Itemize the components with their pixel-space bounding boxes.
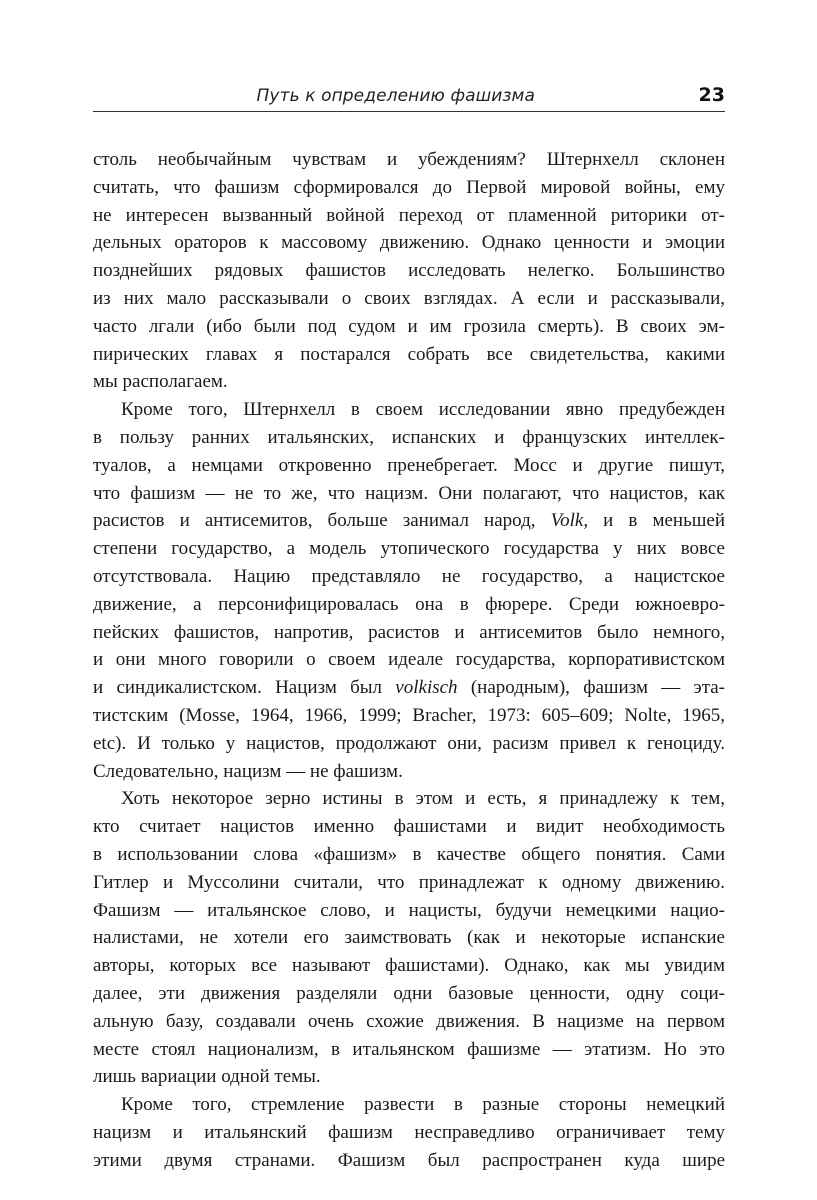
text-line: лишь вариации одной темы. (93, 1066, 321, 1088)
text-run: (народным), фашизм — эта- (457, 677, 725, 699)
text-line: авторы, которых все называют фашистами). Однако, как мы увидим (93, 955, 725, 977)
text-line: Следовательно, нацизм — не фашизм. (93, 760, 403, 782)
text-line: Хоть некоторое зерно истины в этом и есть, я принадлежу к тем, (121, 788, 725, 810)
text-line: движение, а персонифицировалась она в фюрере. Среди южноевро- (93, 593, 725, 615)
body-text (93, 146, 725, 1174)
text-line: из них мало рассказывали о своих взглядах. А если и рассказывали, (93, 287, 725, 309)
text-line: налистами, не хотели его заимствовать (как и некоторые испанские (93, 927, 725, 949)
text-line: считать, что фашизм сформировался до Первой мировой войны, ему (93, 176, 725, 198)
text-run: расистов и антисемитов, больше занимал народ, (93, 510, 551, 532)
text-run: и синдикалистском. Нацизм был (93, 677, 396, 699)
page-number: 23 (698, 84, 725, 106)
text-line: этими двумя странами. Фашизм был распространен куда шире (93, 1149, 725, 1171)
running-header (93, 84, 725, 110)
text-line: не интересен вызванный войной переход от пламенной риторики от- (93, 204, 725, 226)
text-line: в использовании слова «фашизм» в качестве общего понятия. Сами (93, 843, 725, 865)
paragraph (93, 1091, 725, 1174)
italic-term: volkisch (395, 677, 458, 699)
text-line: Фашизм — итальянское слово, и нацисты, будучи немецкими нацио- (93, 899, 725, 921)
text-line: отсутствовала. Нацию представляло не государство, а нацистское (93, 565, 725, 587)
paragraph (93, 146, 725, 396)
text-line: Кроме того, Штернхелл в своем исследовании явно предубежден (121, 399, 725, 421)
text-line: etc). И только у нацистов, продолжают они, расизм привел к геноциду. (93, 732, 725, 754)
text-line (93, 507, 725, 535)
paragraph (93, 785, 725, 1091)
text-line: степени государство, а модель утопического государства у них вовсе (93, 538, 725, 560)
text-line: в пользу ранних итальянских, испанских и французских интеллек- (93, 426, 725, 448)
text-line: часто лгали (ибо были под судом и им грозила смерть). В своих эм- (93, 315, 725, 337)
italic-term: Volk, (550, 510, 589, 532)
text-line: Кроме того, стремление развести в разные стороны немецкий (121, 1094, 725, 1116)
text-line: пирических главах я постарался собрать все свидетельства, какими (93, 343, 725, 365)
text-line: кто считает нацистов именно фашистами и видит необходимость (93, 816, 725, 838)
text-line: мы располагаем. (93, 371, 228, 393)
running-title: Путь к определению фашизма (256, 86, 535, 106)
text-line: пейских фашистов, напротив, расистов и антисемитов было немного, (93, 621, 725, 643)
text-line (93, 674, 725, 702)
text-line: туалов, а немцами откровенно пренебрегает. Мосс и другие пишут, (93, 454, 725, 476)
text-run: и в меньшей (588, 510, 725, 532)
text-line: далее, эти движения разделяли одни базовые ценности, одну соци- (93, 982, 725, 1004)
text-line: нацизм и итальянский фашизм несправедливо ограничивает тему (93, 1121, 725, 1143)
text-line: Гитлер и Муссолини считали, что принадлежат к одному движению. (93, 871, 725, 893)
text-line: столь необычайным чувствам и убеждениям? Штернхелл склонен (93, 149, 725, 170)
text-line: тистским (Mosse, 1964, 1966, 1999; Bracher, 1973: 605–609; Nolte, 1965, (93, 704, 725, 726)
text-line: альную базу, создавали очень схожие движения. В нацизме на первом (93, 1010, 725, 1032)
text-line: и они много говорили о своем идеале государства, корпоративистском (93, 649, 725, 671)
paragraph (93, 396, 725, 785)
text-line: дельных ораторов к массовому движению. Однако ценности и эмоции (93, 232, 725, 254)
header-rule (93, 111, 725, 112)
text-line: позднейших рядовых фашистов исследовать нелегко. Большинство (93, 260, 725, 282)
text-line: что фашизм — не то же, что нацизм. Они полагают, что нацистов, как (93, 482, 725, 504)
text-line: месте стоял национализм, в итальянском фашизме — этатизм. Но это (93, 1038, 725, 1060)
